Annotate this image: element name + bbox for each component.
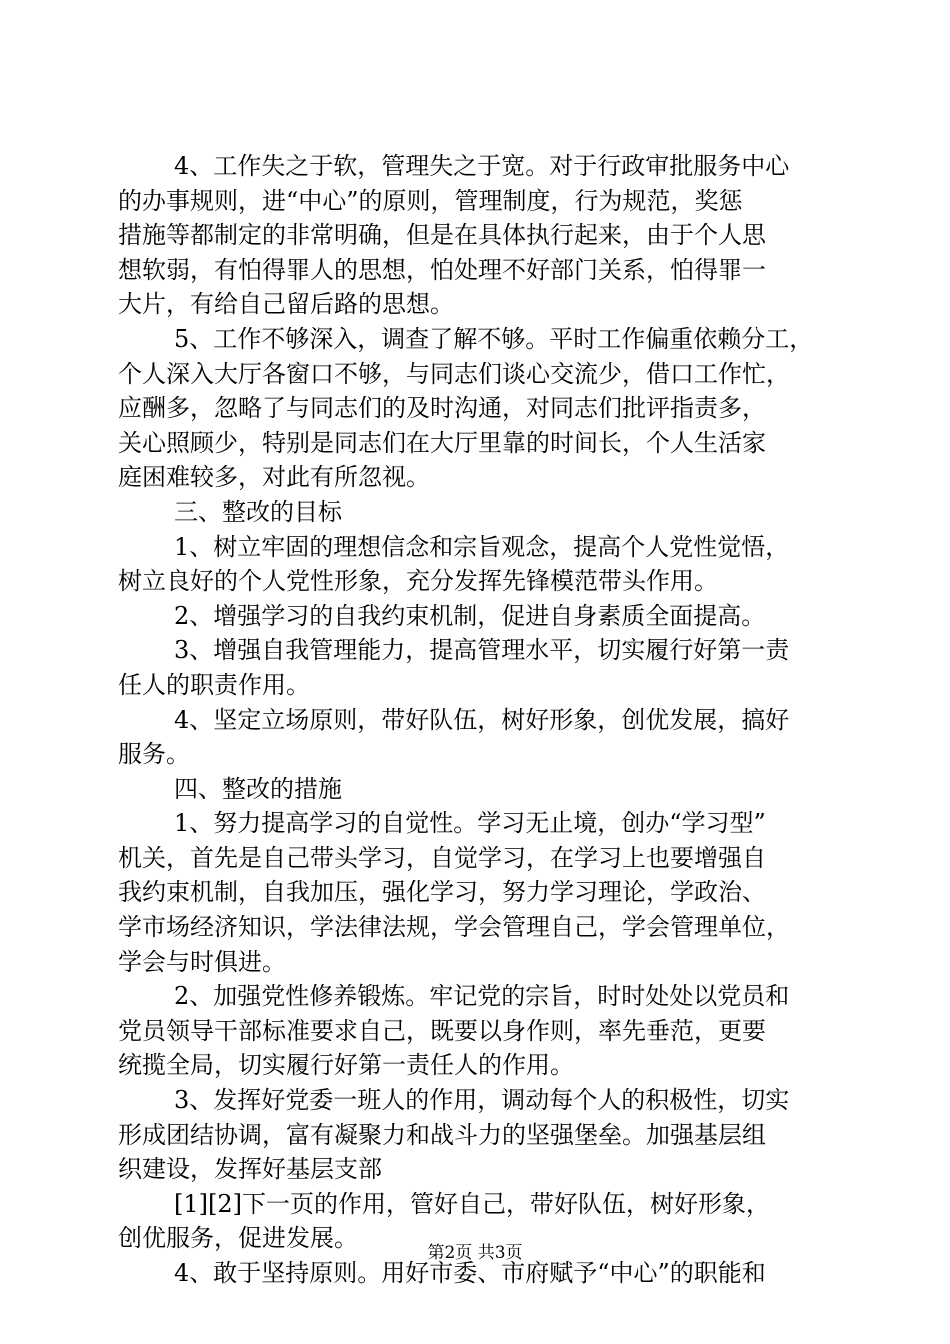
text-line: 2、加强党性修养锻炼。牢记党的宗旨，时时处处以党员和 [174, 982, 790, 1011]
text-line: 4、工作失之于软，管理失之于宽。对于行政审批服务中心 [174, 152, 790, 180]
text-line: 4、敢于坚持原则。用好市委、市府赋予“中心”的职能和 [174, 1259, 766, 1287]
text-line: 任人的职责作用。 [118, 670, 310, 699]
text-line: 关心照顾少，特别是同志们在大厅里靠的时间长，个人生活家 [118, 428, 766, 457]
text-line: 创优服务，促进发展。 [118, 1224, 358, 1253]
text-line: 机关，首先是自己带头学习，自觉学习，在学习上也要增强自 [118, 843, 766, 872]
text-line: 学市场经济知识，学法律法规，学会管理自己，学会管理单位， [118, 913, 790, 942]
text-line: 3、增强自我管理能力，提高管理水平，切实履行好第一责 [174, 636, 790, 665]
text-line: 措施等都制定的非常明确，但是在具体执行起来，由于个人思 [118, 221, 766, 250]
text-line: 党员领导干部标准要求自己，既要以身作则，率先垂范，更要 [118, 1016, 766, 1045]
text-line: [1][2]下一页的作用，管好自己，带好队伍，树好形象， [174, 1189, 770, 1218]
text-line: 大片，有给自己留后路的思想。 [118, 290, 454, 319]
text-line: 学会与时俱进。 [118, 947, 286, 976]
text-line: 树立良好的个人党性形象，充分发挥先锋模范带头作用。 [118, 567, 718, 596]
document-body [118, 149, 834, 1291]
text-line: 统揽全局，切实履行好第一责任人的作用。 [118, 1051, 574, 1080]
text-line: 个人深入大厅各窗口不够，与同志们谈心交流少，借口工作忙， [118, 359, 790, 388]
page-footer: 第2页 共3页 [427, 1243, 523, 1263]
text-line: 四、整改的措施 [174, 774, 342, 803]
text-line: 我约束机制，自我加压，强化学习，努力学习理论，学政治、 [118, 878, 766, 907]
text-line: 织建设，发挥好基层支部 [118, 1155, 382, 1184]
text-line: 4、坚定立场原则，带好队伍，树好形象，创优发展，搞好 [174, 705, 790, 734]
text-line: 3、发挥好党委一班人的作用，调动每个人的积极性，切实 [174, 1086, 790, 1115]
text-line: 1、树立牢固的理想信念和宗旨观念，提高个人党性觉悟， [174, 532, 790, 561]
text-line: 5、工作不够深入，调查了解不够。平时工作偏重依赖分工， [174, 324, 814, 353]
text-line: 的办事规则，进“中心”的原则，管理制度，行为规范，奖惩 [118, 186, 743, 215]
text-line: 形成团结协调，富有凝聚力和战斗力的坚强堡垒。加强基层组 [118, 1120, 766, 1149]
text-line: 2、增强学习的自我约束机制，促进自身素质全面提高。 [174, 601, 766, 630]
text-line: 应酬多，忽略了与同志们的及时沟通，对同志们批评指责多， [118, 394, 766, 423]
text-line: 想软弱，有怕得罪人的思想，怕处理不好部门关系，怕得罪一 [118, 255, 766, 284]
text-line: 三、整改的目标 [174, 497, 342, 526]
text-line: 1、努力提高学习的自觉性。学习无止境，创办“学习型” [174, 809, 766, 838]
text-line: 服务。 [118, 740, 190, 769]
text-line: 庭困难较多，对此有所忽视。 [118, 463, 430, 492]
